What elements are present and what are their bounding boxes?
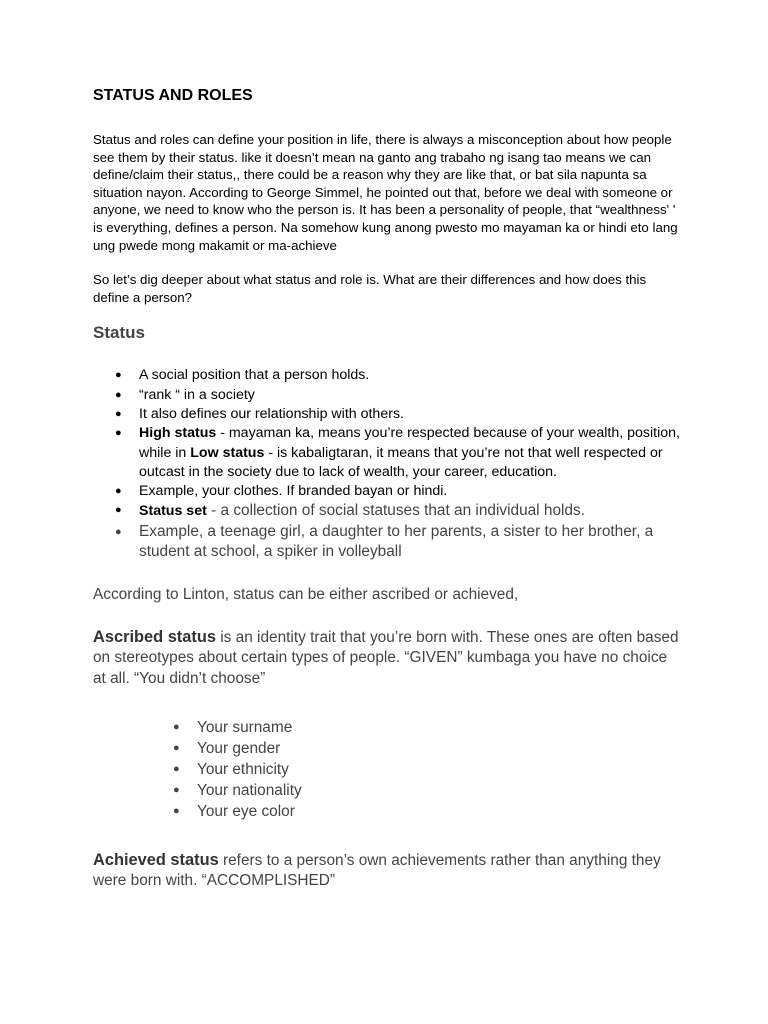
ascribed-term: Ascribed status: [93, 627, 216, 646]
list-item: ● Your nationality: [93, 780, 683, 801]
linton-paragraph: According to Linton, status can be either ascribed or achieved,: [93, 585, 519, 603]
list-item: ● Your ethnicity: [93, 759, 683, 780]
low-status-text: - is kabaligtaran, it means that you’re not that well respected or outcast in the society due to lack of wealth, your career, education.: [139, 444, 663, 480]
status-list: [93, 366, 683, 562]
intro-section: [93, 131, 683, 306]
intro-question-paragraph: So let’s dig deeper about what status and role is. What are their differences and how does this define a person?: [93, 272, 647, 305]
list-item: ● It also defines our relationship with others.: [93, 405, 683, 424]
list-item: ● Your gender: [93, 738, 683, 759]
document-page: [93, 86, 683, 891]
list-item: ● Example, a teenage girl, a daughter to her parents, a sister to her brother, a student at school, a spiker in volleyball: [93, 522, 683, 563]
list-item: [93, 501, 683, 521]
low-status-term: Low status: [190, 444, 265, 461]
ascribed-paragraph: [93, 627, 683, 690]
high-status-term: High status: [139, 425, 217, 442]
document-title: STATUS AND ROLES: [93, 87, 253, 104]
ascribed-text: is an identity trait that you’re born with. These ones are often based on stereotypes about certain types of people. “GIVEN” kumbaga you have no choice at all. “You didn’t choose”: [93, 628, 679, 688]
list-item: ● Example, your clothes. If branded bayan or hindi.: [93, 482, 683, 501]
list-item: ● Your eye color: [93, 801, 683, 822]
list-item: ● A social position that a person holds.: [93, 366, 683, 385]
intro-paragraph: Status and roles can define your position in life, there is always a misconception about how people see them by their status. like it doesn’t mean na ganto ang trabaho ng isang tao means we can define/claim their status,, there could be a reason why they are like that, or bat sila napunta sa situation nayon. According to George Simmel, he pointed out that, before we deal with someone or anyone, we need to know who the person is. It has been a personality of people, that “wealthness' ' is everything, defines a person. Na somehow kung anong pwesto mo mayaman ka or hindi eto lang ung pwede mong makamit or ma-achieve: [93, 132, 678, 253]
status-set-text: - a collection of social statuses that an individual holds.: [206, 502, 585, 520]
achieved-term: Achieved status: [93, 850, 219, 869]
list-item: ● “rank “ in a society: [93, 386, 683, 405]
achieved-paragraph: [93, 850, 683, 891]
high-status-text: - mayaman ka, means you’re respected because of your wealth, position, while in: [139, 425, 680, 461]
ascribed-list: [93, 717, 683, 822]
status-set-term: Status set: [139, 503, 207, 520]
list-item: [93, 424, 683, 482]
list-item: ● Your surname: [93, 717, 683, 738]
achieved-text: refers to a person’s own achievements rather than anything they were born with. “ACCOMPLISHED”: [93, 851, 661, 889]
status-heading: Status: [93, 323, 145, 343]
